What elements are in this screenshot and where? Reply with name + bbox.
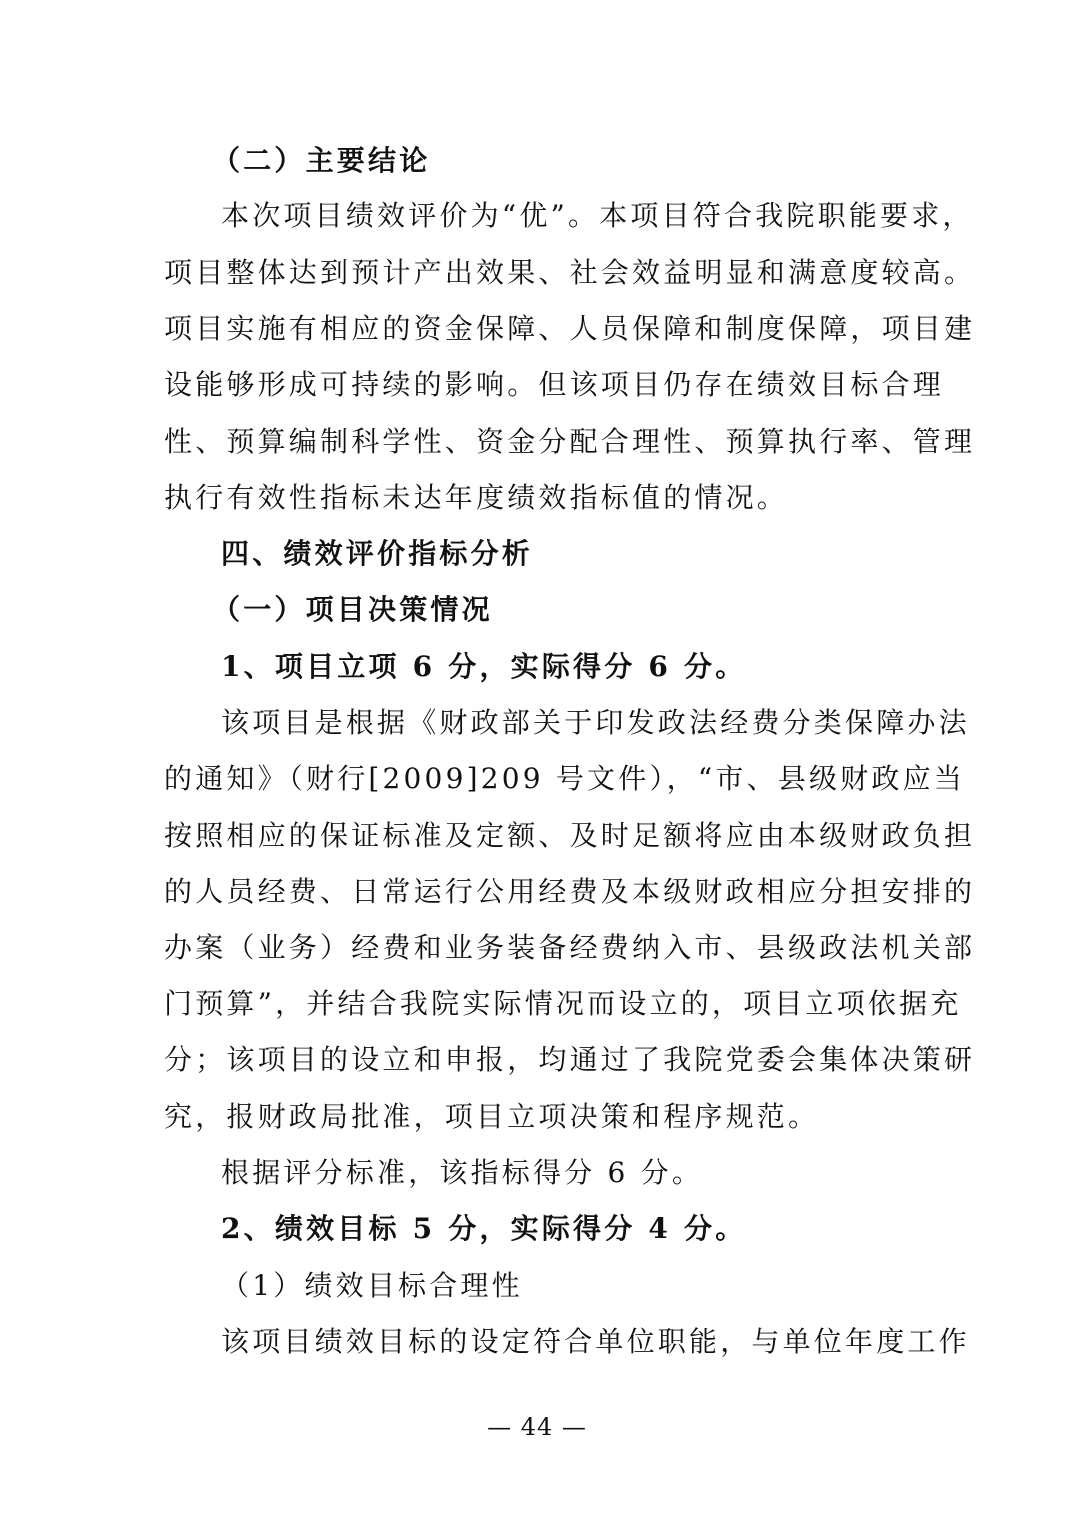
paragraph-line: 的人员经费、日常运行公用经费及本级财政相应分担安排的: [164, 875, 976, 908]
paragraph-line: 本次项目绩效评价为“优”。本项目符合我院职能要求，: [221, 199, 974, 232]
paragraph-line: 分；该项目的设立和申报，均通过了我院党委会集体决策研: [164, 1043, 976, 1076]
paragraph-line: 办案（业务）经费和业务装备经费纳入市、县级政法机关部: [164, 931, 976, 964]
paragraph-line: 项目实施有相应的资金保障、人员保障和制度保障，项目建: [164, 312, 976, 345]
paragraph-line: 项目整体达到预计产出效果、社会效益明显和满意度较高。: [164, 256, 976, 289]
heading-section-four: 四、绩效评价指标分析: [221, 537, 534, 570]
paragraph-line: 究，报财政局批准，项目立项决策和程序规范。: [164, 1100, 820, 1133]
subheading-goal-rationality: （1）绩效目标合理性: [221, 1269, 523, 1302]
paragraph-line: 执行有效性指标未达年度绩效指标值的情况。: [164, 481, 789, 514]
heading-project-decision: （一）项目决策情况: [212, 593, 493, 626]
heading-item-performance-goals: 2、绩效目标 5 分，实际得分 4 分。: [221, 1212, 747, 1245]
paragraph-line: 门预算”，并结合我院实际情况而设立的，项目立项依据充: [164, 987, 962, 1020]
score-statement: 根据评分标准，该指标得分 6 分。: [221, 1156, 704, 1189]
paragraph-line: 该项目是根据《财政部关于印发政法经费分类保障办法: [221, 706, 970, 739]
heading-main-conclusions: （二）主要结论: [212, 144, 431, 177]
paragraph-line: 该项目绩效目标的设定符合单位职能，与单位年度工作: [221, 1325, 970, 1358]
paragraph-line: 设能够形成可持续的影响。但该项目仍存在绩效目标合理: [164, 368, 945, 401]
page-number: — 44 —: [487, 1413, 587, 1441]
paragraph-line: 的通知》（财行[2009]209 号文件），“市、县级财政应当: [164, 762, 965, 795]
heading-item-project-approval: 1、项目立项 6 分，实际得分 6 分。: [221, 650, 747, 683]
paragraph-line: 性、预算编制科学性、资金分配合理性、预算执行率、管理: [164, 425, 976, 458]
paragraph-line: 按照相应的保证标准及定额、及时足额将应由本级财政负担: [164, 819, 976, 852]
